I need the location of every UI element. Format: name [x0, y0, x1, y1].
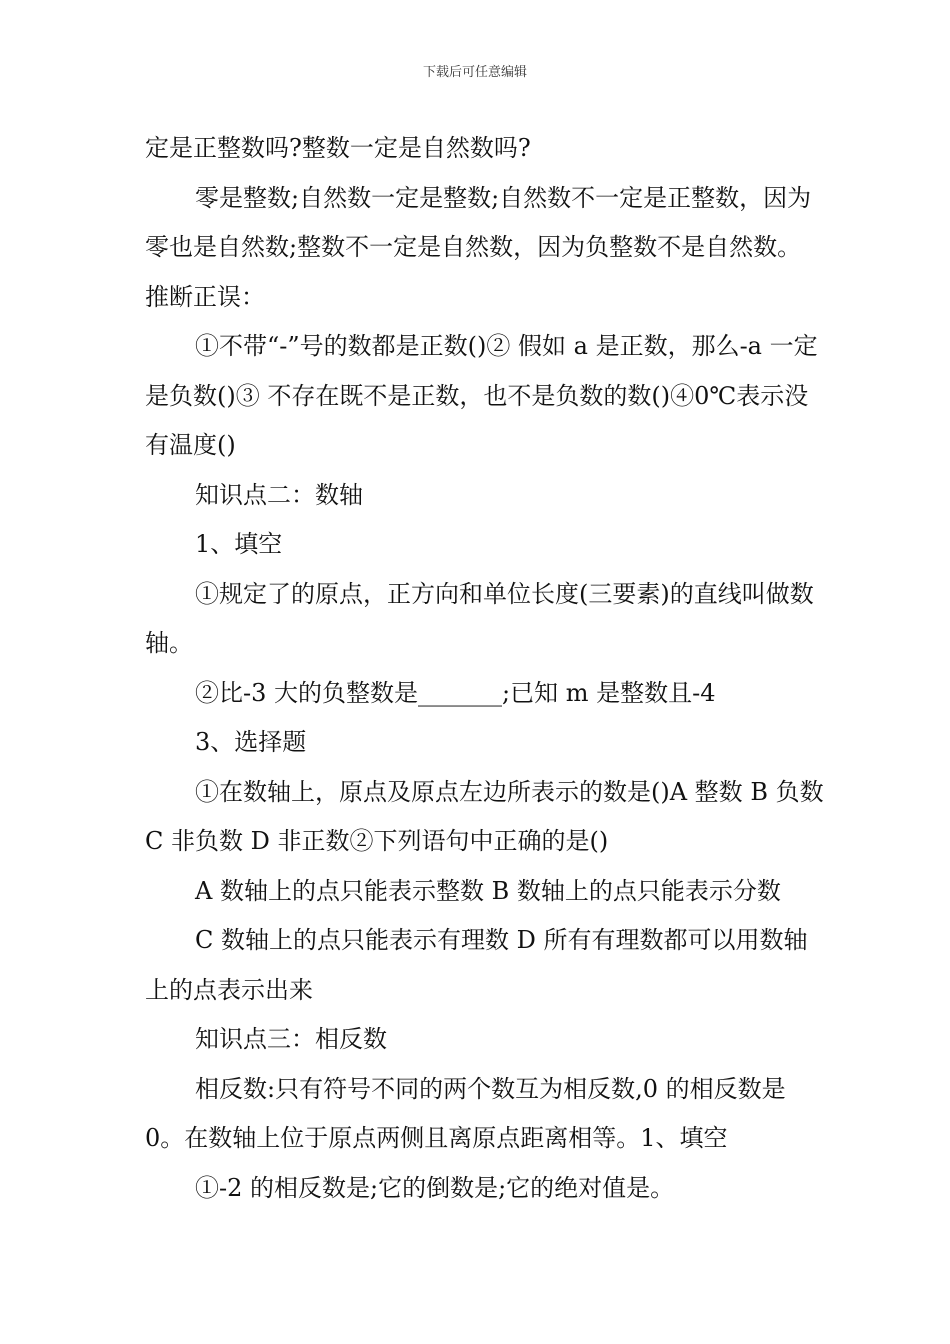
paragraph-number-line-definition: ①规定了的原点，正方向和单位长度(三要素)的直线叫做数轴。	[145, 579, 814, 657]
paragraph-true-false-items: ①不带“-”号的数都是正数()② 假如 a 是正数，那么-a 一定是负数()③ 不存在既不是正数，也不是负数的数()④0℃表示没有温度()	[145, 332, 818, 459]
paragraph-choice-options-ab: A 数轴上的点只能表示整数 B 数轴上的点只能表示分数	[195, 876, 781, 905]
section-heading-number-line: 知识点二：数轴	[195, 480, 363, 509]
paragraph-opposite-definition: 相反数:只有符号不同的两个数互为相反数,0 的相反数是 0。在数轴上位于原点两侧且离原点距离相等。1、填空	[145, 1074, 786, 1152]
subheading-multiple-choice: 3、选择题	[195, 728, 307, 756]
paragraph-choice-options-cd: C 数轴上的点只能表示有理数 D 所有有理数都可以用数轴上的点表示出来	[145, 926, 808, 1004]
paragraph-choice-question: ①在数轴上，原点及原点左边所表示的数是()A 整数 B 负数 C 非负数 D 非正数②下列语句中正确的是()	[145, 777, 824, 855]
paragraph-opposite-fill-blank: ①-2 的相反数是;它的倒数是;它的绝对值是。	[195, 1173, 675, 1202]
paragraph-question-continuation: 定是正整数吗?整数一定是自然数吗?	[145, 134, 531, 162]
section-heading-opposite-numbers: 知识点三：相反数	[195, 1025, 387, 1053]
page-header: 下载后可任意编辑	[422, 65, 527, 80]
paragraph-fill-blank-item: ②比-3 大的负整数是_______;已知 m 是整数且-4	[195, 678, 716, 707]
subheading-fill-blank: 1、填空	[195, 530, 283, 558]
document-body	[145, 124, 825, 1213]
paragraph-answer-integers: 零是整数;自然数一定是整数;自然数不一定是正整数，因为零也是自然数;整数不一定是自然数，因为负整数不是自然数。推断正误：	[145, 183, 812, 311]
